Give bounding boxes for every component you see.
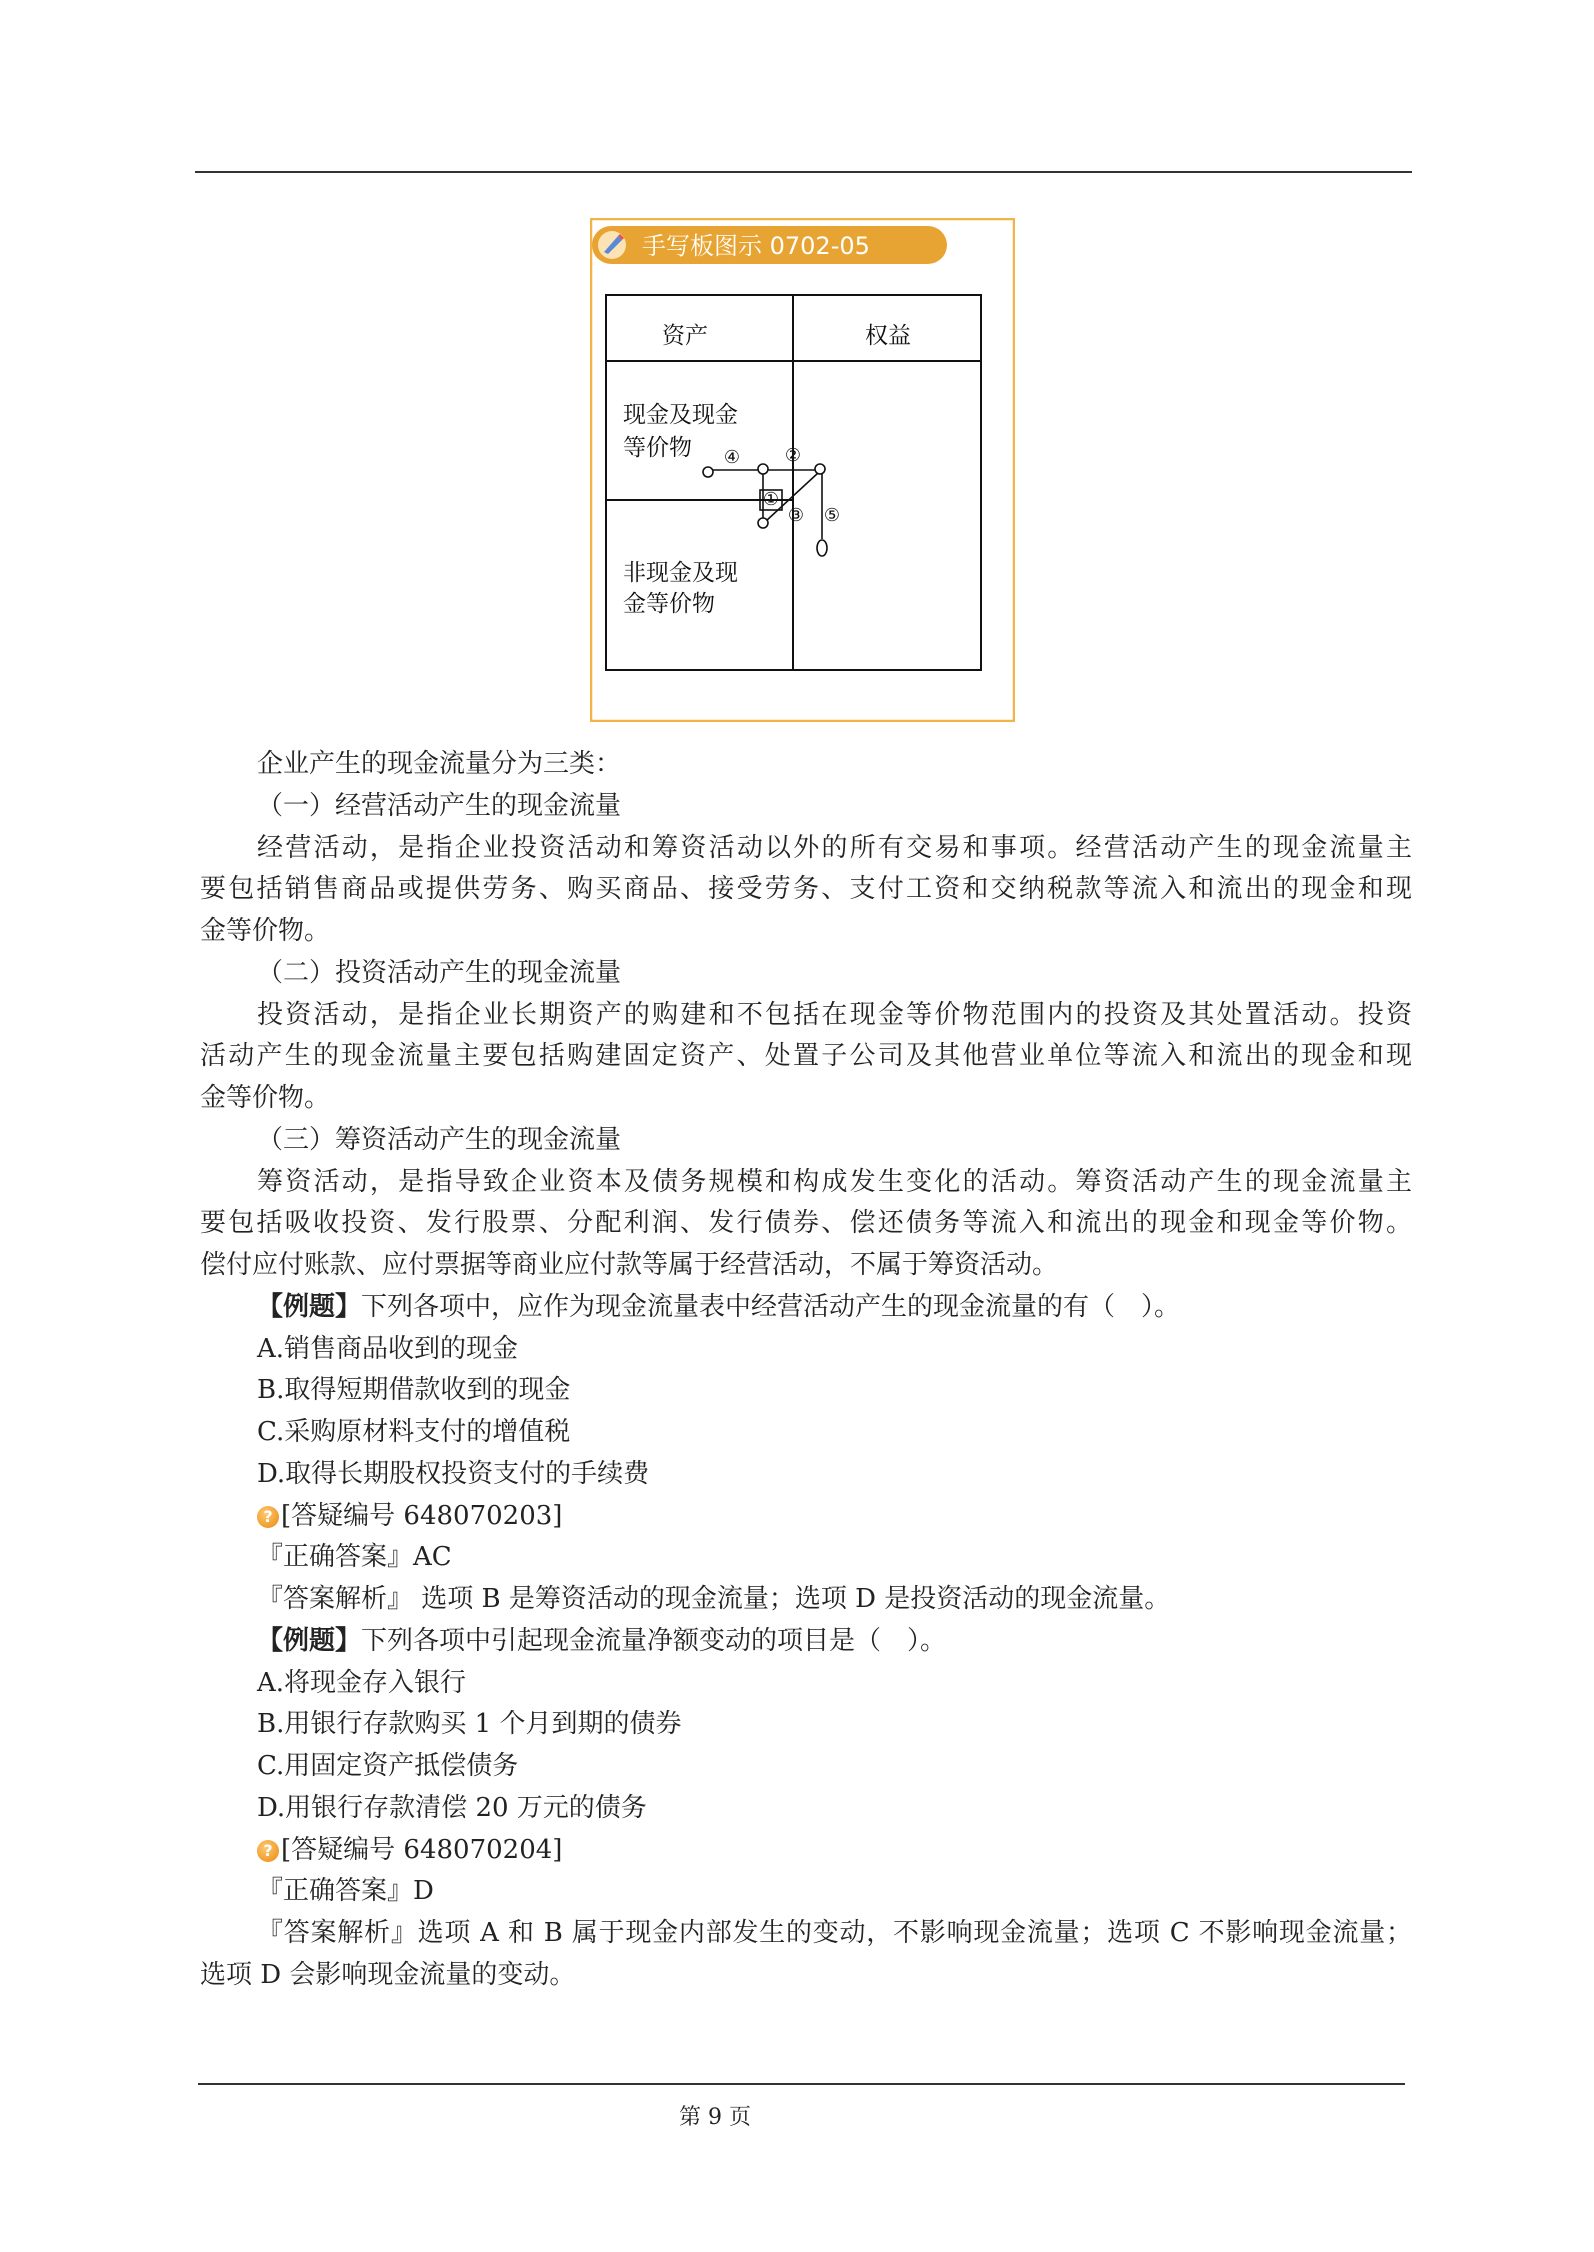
option-c: C.用固定资产抵偿债务 — [257, 1751, 519, 1781]
marker-4: ④ — [723, 447, 741, 468]
noncash-label-1: 非现金及现 — [623, 560, 738, 586]
option-b: B.取得短期借款收到的现金 — [257, 1375, 571, 1406]
example-label: 【例题】 — [257, 1625, 362, 1656]
page-number: 第 9 页 — [679, 2105, 751, 2130]
header-assets: 资产 — [662, 323, 708, 349]
question-text: 下列各项中，应作为现金流量表中经营活动产生的现金流量的有（ ）。 — [361, 1291, 1181, 1322]
paragraph-line: 要包括吸收投资、发行股票、分配利润、发行债券、偿还债务等流入和流出的现金和现金等价物。 — [200, 1208, 1412, 1239]
cash-label-1: 现金及现金 — [623, 402, 738, 428]
balance-diagram — [590, 218, 1015, 722]
header-rule — [195, 171, 1412, 173]
paragraph-line: 投资活动，是指企业长期资产的购建和不包括在现金等价物范围内的投资及其处置活动。投资 — [257, 999, 1412, 1030]
marker-2: ② — [784, 445, 802, 466]
paragraph-line: 筹资活动，是指导致企业资本及债务规模和构成发生变化的活动。筹资活动产生的现金流量主 — [257, 1166, 1412, 1197]
document-body — [200, 744, 1412, 1997]
section-heading: （一）经营活动产生的现金流量 — [257, 790, 622, 821]
option-d: D.取得长期股权投资支付的手续费 — [257, 1458, 650, 1489]
pen-icon — [598, 231, 626, 259]
option-a: A.将现金存入银行 — [257, 1667, 467, 1698]
handwriting-board-figure — [590, 218, 1015, 722]
option-b: B.用银行存款购买 1 个月到期的债券 — [257, 1709, 682, 1740]
question-stem — [200, 1287, 1412, 1329]
option-c: C.采购原材料支付的增值税 — [257, 1417, 571, 1447]
marker-1: ① — [762, 489, 780, 510]
noncash-label-2: 金等价物 — [623, 591, 715, 617]
intro-text: 企业产生的现金流量分为三类： — [257, 749, 622, 779]
qa-reference[interactable] — [200, 1496, 1412, 1538]
paragraph-line: 经营活动，是指企业投资活动和筹资活动以外的所有交易和事项。经营活动产生的现金流量主 — [257, 832, 1412, 863]
qa-id: [答疑编号 648070204] — [281, 1834, 563, 1865]
banner-title: 手写板图示 0702-05 — [642, 232, 870, 260]
qa-reference[interactable] — [200, 1830, 1412, 1872]
answer-analysis: 选项 D 会影响现金流量的变动。 — [200, 1959, 576, 1990]
help-icon[interactable]: ? — [257, 1840, 279, 1862]
marker-3: ③ — [787, 505, 805, 526]
paragraph-line: 要包括销售商品或提供劳务、购买商品、接受劳务、支付工资和交纳税款等流入和流出的现金和现 — [200, 874, 1412, 905]
correct-answer: 『正确答案』D — [257, 1876, 434, 1907]
section-heading: （三）筹资活动产生的现金流量 — [257, 1124, 622, 1155]
answer-analysis: 『答案解析』选项 A 和 B 属于现金内部发生的变动，不影响现金流量；选项 C 不影响现金流量； — [257, 1918, 1412, 1948]
section-heading: （二）投资活动产生的现金流量 — [257, 957, 622, 988]
qa-id: [答疑编号 648070203] — [281, 1500, 563, 1531]
cash-label-2: 等价物 — [623, 435, 692, 461]
correct-answer: 『正确答案』AC — [257, 1542, 452, 1573]
footer-rule — [198, 2083, 1405, 2085]
option-a: A.销售商品收到的现金 — [257, 1333, 519, 1364]
paragraph-line: 金等价物。 — [200, 1083, 331, 1113]
question-text: 下列各项中引起现金流量净额变动的项目是（ ）。 — [361, 1625, 947, 1656]
paragraph-line: 偿付应付账款、应付票据等商业应付款等属于经营活动，不属于筹资活动。 — [200, 1250, 1059, 1280]
paragraph-line: 金等价物。 — [200, 916, 331, 946]
paragraph-line: 活动产生的现金流量主要包括购建固定资产、处置子公司及其他营业单位等流入和流出的现金和现 — [200, 1041, 1412, 1072]
option-d: D.用银行存款清偿 20 万元的债务 — [257, 1792, 647, 1823]
answer-analysis: 『答案解析』 选项 B 是筹资活动的现金流量；选项 D 是投资活动的现金流量。 — [257, 1584, 1171, 1614]
marker-5: ⑤ — [823, 505, 841, 526]
header-equity: 权益 — [865, 323, 911, 349]
question-stem — [200, 1621, 1412, 1663]
example-label: 【例题】 — [257, 1291, 362, 1322]
help-icon[interactable]: ? — [257, 1506, 279, 1528]
